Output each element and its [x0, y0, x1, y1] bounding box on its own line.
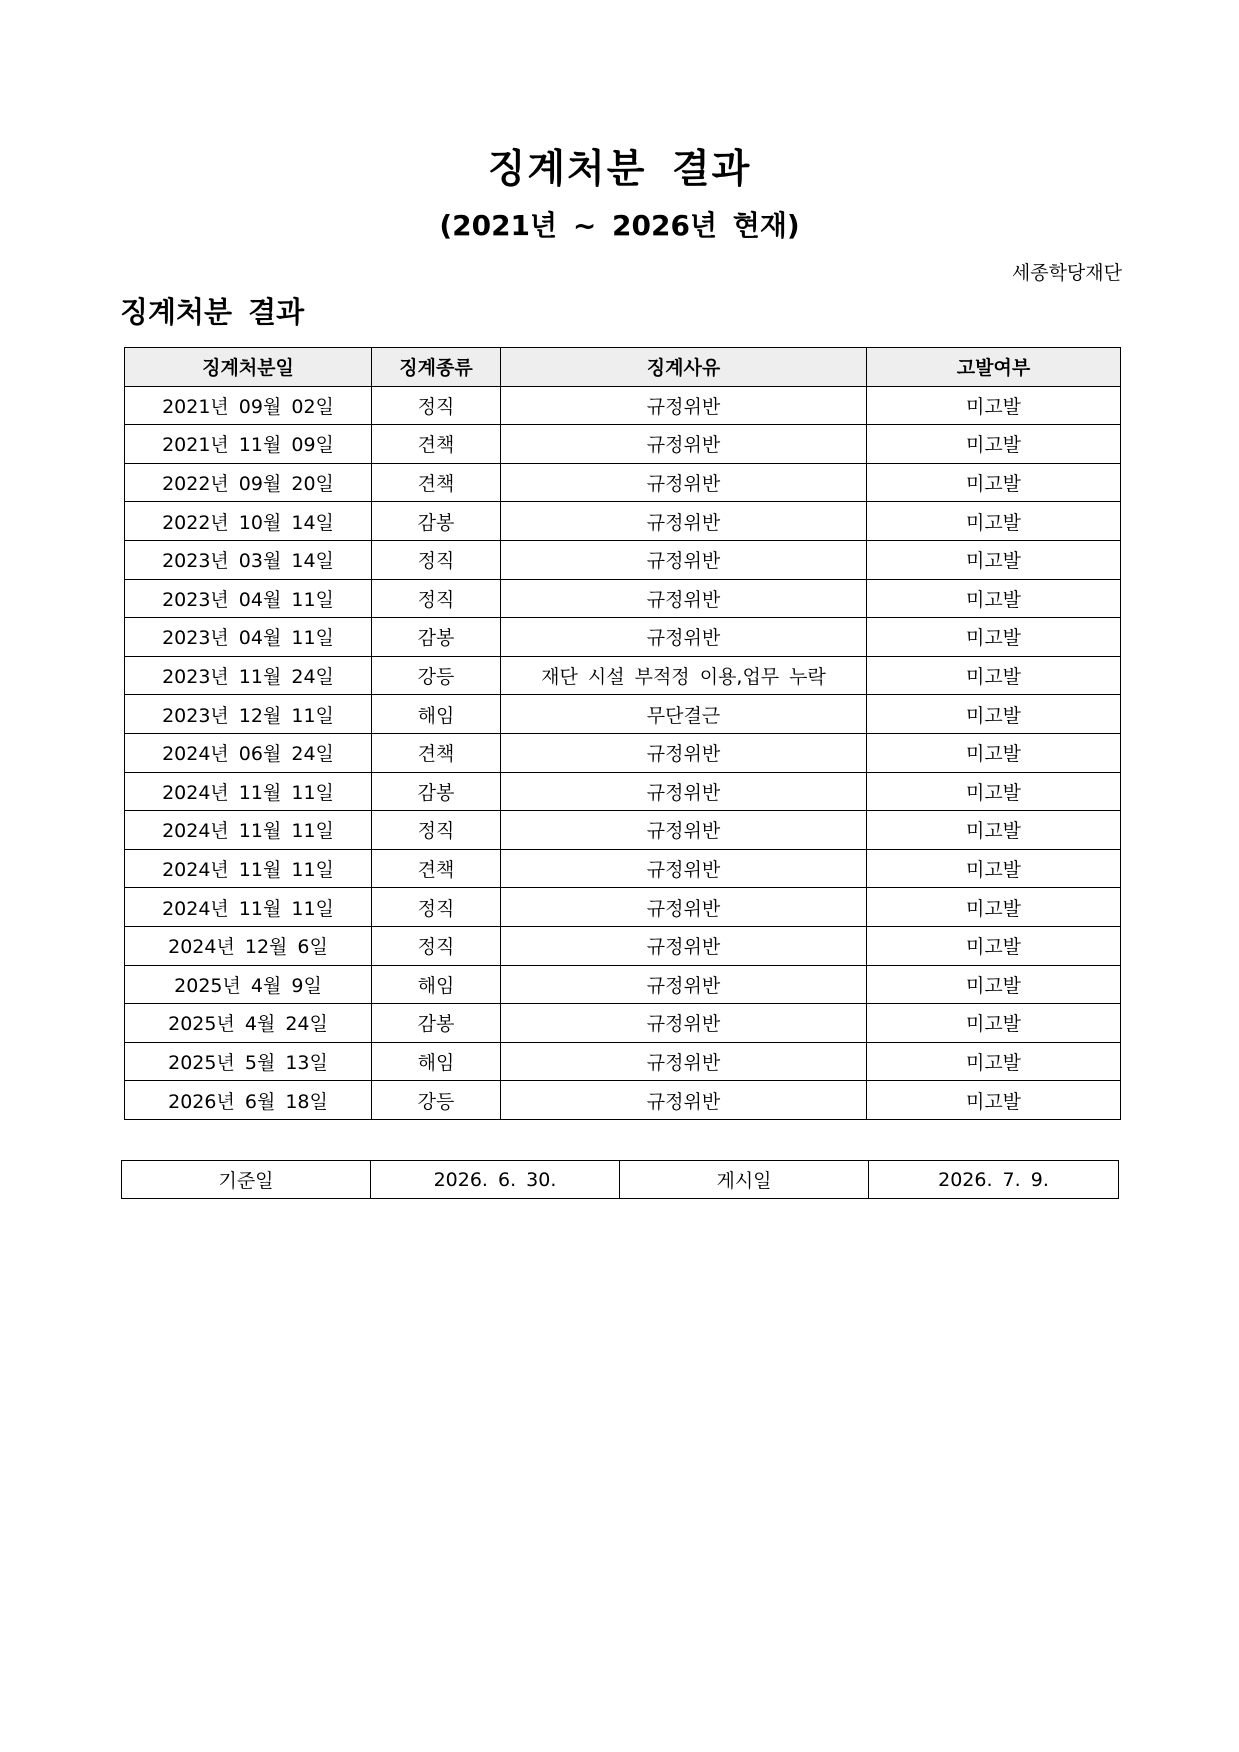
table-row	[125, 502, 1121, 541]
cell-accusation: 미고발	[867, 1081, 1121, 1120]
cell-accusation: 미고발	[867, 1004, 1121, 1043]
cell-type: 강등	[372, 1081, 501, 1120]
cell-reason: 무단결근	[501, 695, 867, 734]
cell-date: 2026년 6월 18일	[125, 1081, 372, 1120]
cell-date: 2024년 11월 11일	[125, 811, 372, 850]
cell-reason: 규정위반	[501, 811, 867, 850]
cell-reason: 규정위반	[501, 888, 867, 927]
cell-type: 감봉	[372, 1004, 501, 1043]
cell-reason: 규정위반	[501, 965, 867, 1004]
cell-accusation: 미고발	[867, 695, 1121, 734]
cell-type: 정직	[372, 386, 501, 425]
table-row	[125, 772, 1121, 811]
cell-type: 감봉	[372, 618, 501, 657]
table-header-row	[125, 348, 1121, 387]
cell-date: 2021년 11월 09일	[125, 425, 372, 464]
cell-accusation: 미고발	[867, 772, 1121, 811]
cell-reason: 규정위반	[501, 1042, 867, 1081]
posted-date-value: 2026. 7. 9.	[869, 1161, 1119, 1199]
table-row	[125, 540, 1121, 579]
table-row	[125, 579, 1121, 618]
cell-type: 정직	[372, 811, 501, 850]
cell-reason: 규정위반	[501, 618, 867, 657]
cell-type: 해임	[372, 695, 501, 734]
cell-reason: 규정위반	[501, 772, 867, 811]
cell-accusation: 미고발	[867, 656, 1121, 695]
cell-accusation: 미고발	[867, 965, 1121, 1004]
cell-date: 2025년 4월 9일	[125, 965, 372, 1004]
cell-date: 2023년 04월 11일	[125, 618, 372, 657]
cell-type: 견책	[372, 733, 501, 772]
table-row	[125, 1004, 1121, 1043]
cell-accusation: 미고발	[867, 811, 1121, 850]
table-row	[125, 656, 1121, 695]
date-info-row	[122, 1161, 1119, 1199]
table-row	[125, 888, 1121, 927]
cell-reason: 규정위반	[501, 425, 867, 464]
column-header-accusation: 고발여부	[867, 348, 1121, 387]
cell-accusation: 미고발	[867, 386, 1121, 425]
cell-date: 2023년 12월 11일	[125, 695, 372, 734]
cell-date: 2022년 09월 20일	[125, 463, 372, 502]
posted-date-label: 게시일	[620, 1161, 869, 1199]
cell-reason: 규정위반	[501, 1081, 867, 1120]
cell-date: 2022년 10월 14일	[125, 502, 372, 541]
section-heading: 징계처분 결과	[120, 295, 305, 329]
cell-reason: 규정위반	[501, 540, 867, 579]
cell-date: 2024년 11월 11일	[125, 888, 372, 927]
table-row	[125, 733, 1121, 772]
cell-accusation: 미고발	[867, 926, 1121, 965]
cell-date: 2024년 11월 11일	[125, 772, 372, 811]
page-subtitle: (2021년 ~ 2026년 현재)	[439, 209, 800, 242]
table-row	[125, 1081, 1121, 1120]
table-row	[125, 849, 1121, 888]
table-row	[125, 695, 1121, 734]
cell-type: 해임	[372, 1042, 501, 1081]
date-info-table	[121, 1160, 1119, 1199]
cell-reason: 규정위반	[501, 733, 867, 772]
cell-accusation: 미고발	[867, 849, 1121, 888]
table-row	[125, 618, 1121, 657]
cell-type: 정직	[372, 540, 501, 579]
table-row	[125, 386, 1121, 425]
cell-date: 2021년 09월 02일	[125, 386, 372, 425]
cell-type: 정직	[372, 579, 501, 618]
cell-accusation: 미고발	[867, 1042, 1121, 1081]
cell-reason: 규정위반	[501, 579, 867, 618]
cell-accusation: 미고발	[867, 425, 1121, 464]
cell-accusation: 미고발	[867, 733, 1121, 772]
cell-date: 2025년 4월 24일	[125, 1004, 372, 1043]
cell-date: 2023년 04월 11일	[125, 579, 372, 618]
cell-reason: 규정위반	[501, 926, 867, 965]
column-header-type: 징계종류	[372, 348, 501, 387]
cell-reason: 재단 시설 부적정 이용,업무 누락	[501, 656, 867, 695]
cell-date: 2024년 11월 11일	[125, 849, 372, 888]
cell-date: 2024년 12월 6일	[125, 926, 372, 965]
cell-accusation: 미고발	[867, 618, 1121, 657]
cell-type: 견책	[372, 849, 501, 888]
cell-date: 2025년 5월 13일	[125, 1042, 372, 1081]
cell-type: 강등	[372, 656, 501, 695]
column-header-reason: 징계사유	[501, 348, 867, 387]
table-row	[125, 1042, 1121, 1081]
reference-date-label: 기준일	[122, 1161, 371, 1199]
cell-accusation: 미고발	[867, 463, 1121, 502]
table-row	[125, 811, 1121, 850]
cell-type: 감봉	[372, 772, 501, 811]
cell-reason: 규정위반	[501, 386, 867, 425]
table-row	[125, 926, 1121, 965]
cell-date: 2024년 06월 24일	[125, 733, 372, 772]
cell-type: 견책	[372, 463, 501, 502]
table-row	[125, 425, 1121, 464]
disciplinary-table	[124, 347, 1121, 1120]
page-title: 징계처분 결과	[487, 147, 752, 192]
cell-reason: 규정위반	[501, 463, 867, 502]
cell-accusation: 미고발	[867, 579, 1121, 618]
cell-reason: 규정위반	[501, 502, 867, 541]
cell-type: 정직	[372, 888, 501, 927]
cell-accusation: 미고발	[867, 502, 1121, 541]
cell-type: 정직	[372, 926, 501, 965]
table-row	[125, 463, 1121, 502]
table-row	[125, 965, 1121, 1004]
column-header-date: 징계처분일	[125, 348, 372, 387]
cell-accusation: 미고발	[867, 540, 1121, 579]
cell-type: 감봉	[372, 502, 501, 541]
cell-type: 해임	[372, 965, 501, 1004]
cell-reason: 규정위반	[501, 1004, 867, 1043]
cell-reason: 규정위반	[501, 849, 867, 888]
reference-date-value: 2026. 6. 30.	[371, 1161, 620, 1199]
organization-name: 세종학당재단	[1011, 262, 1122, 284]
cell-date: 2023년 03월 14일	[125, 540, 372, 579]
cell-accusation: 미고발	[867, 888, 1121, 927]
cell-type: 견책	[372, 425, 501, 464]
cell-date: 2023년 11월 24일	[125, 656, 372, 695]
